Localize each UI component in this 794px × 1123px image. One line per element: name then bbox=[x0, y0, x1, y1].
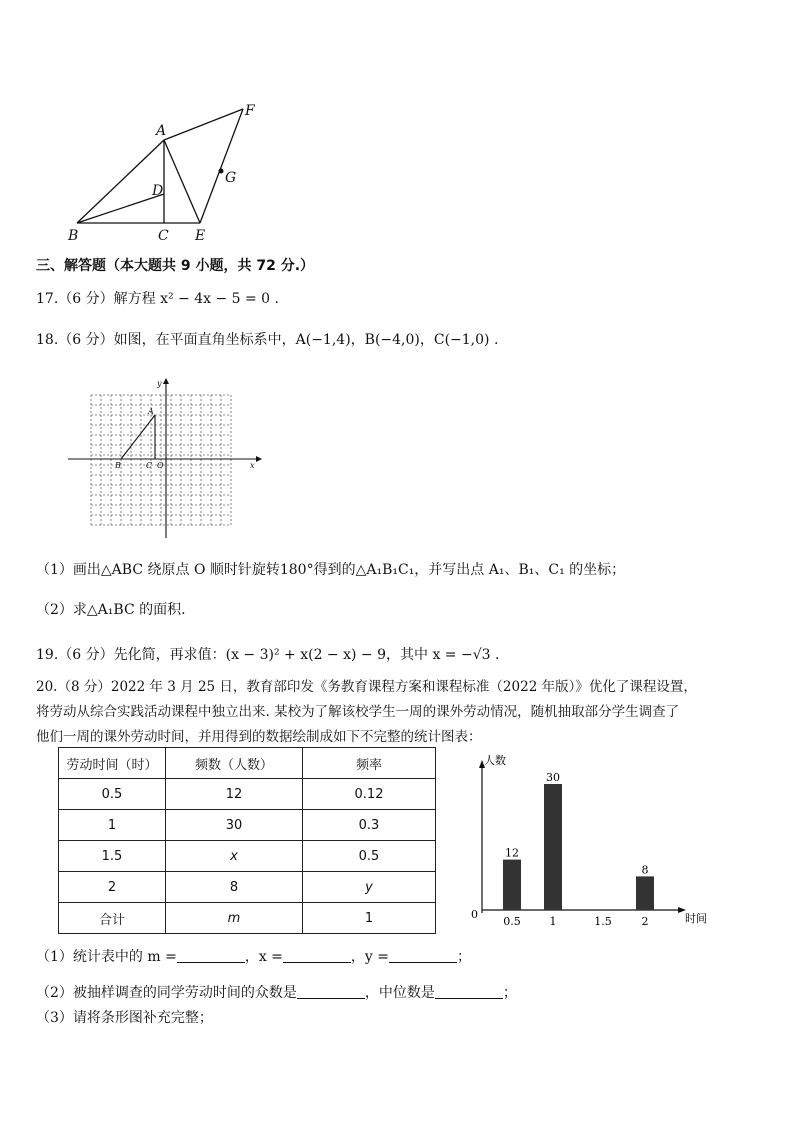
table-cell: 12 bbox=[166, 779, 303, 810]
table-cell: m bbox=[166, 903, 303, 934]
answer-blank-y[interactable] bbox=[389, 948, 457, 963]
bar bbox=[636, 876, 654, 910]
question-20-line1: 20.（8 分）2022 年 3 月 25 日，教育部印发《务教育课程方案和课程标准（2022 年版）》优化了课程设置， bbox=[36, 679, 697, 695]
answer-blank-median[interactable] bbox=[435, 984, 503, 999]
question-18-part2: （2）求△A₁BC 的面积. bbox=[36, 602, 186, 618]
table-cell: 0.12 bbox=[303, 779, 436, 810]
section-title: 三、解答题（本大题共 9 小题，共 72 分.） bbox=[36, 258, 315, 274]
segment-BA-grid bbox=[121, 415, 155, 459]
table-cell: 8 bbox=[166, 872, 303, 903]
table-cell: 1.5 bbox=[59, 841, 166, 872]
question-20-line3: 他们一周的课外劳动时间，并用得到的数据绘制成如下不完整的统计图表： bbox=[36, 729, 482, 745]
table-cell: 1 bbox=[303, 903, 436, 934]
answer-blank-x[interactable] bbox=[283, 948, 351, 963]
x-tick-label: 2 bbox=[641, 915, 649, 928]
grid-label-O: O bbox=[157, 461, 164, 470]
table-header: 频数（人数） bbox=[166, 748, 303, 779]
question-18: 18.（6 分）如图，在平面直角坐标系中，A(−1,4)，B(−4,0)，C(−1,0) . bbox=[36, 332, 499, 348]
table-cell: 0.3 bbox=[303, 810, 436, 841]
table-row bbox=[59, 903, 436, 934]
segment-AF bbox=[164, 109, 243, 140]
grid-label-B: B bbox=[115, 461, 121, 470]
label-F: F bbox=[245, 103, 255, 119]
question-20-sub1 bbox=[36, 947, 471, 967]
bar-data-label: 8 bbox=[641, 863, 649, 877]
sub1-text-end: ； bbox=[457, 949, 471, 965]
x-axis-arrow bbox=[256, 456, 262, 462]
table-cell: 0.5 bbox=[303, 841, 436, 872]
sub1-text-y: ，y = bbox=[350, 949, 389, 965]
table-row bbox=[59, 779, 436, 810]
table-row bbox=[59, 872, 436, 903]
grid-label-x: x bbox=[250, 461, 255, 470]
sub2-text-median: ，中位数是 bbox=[364, 985, 435, 1001]
geometry-figure bbox=[60, 95, 280, 245]
x-tick-label: 1.5 bbox=[594, 915, 612, 928]
label-B: B bbox=[68, 228, 79, 244]
chart-origin: 0 bbox=[471, 908, 478, 921]
label-C: C bbox=[158, 228, 169, 244]
question-18-part1: （1）画出△ABC 绕原点 O 顺时针旋转180°得到的△A₁B₁C₁，并写出点 A₁、B₁、C₁ 的坐标； bbox=[36, 562, 626, 578]
table-cell: x bbox=[166, 841, 303, 872]
label-A: A bbox=[156, 123, 167, 139]
grid-label-C: C bbox=[146, 461, 153, 470]
table-cell: y bbox=[303, 872, 436, 903]
grid-label-y: y bbox=[157, 379, 162, 388]
grid-label-A: A bbox=[148, 407, 154, 416]
table-cell: 2 bbox=[59, 872, 166, 903]
coordinate-grid bbox=[62, 378, 262, 540]
label-D: D bbox=[152, 183, 164, 199]
segment-EF bbox=[200, 109, 243, 223]
table-cell: 30 bbox=[166, 810, 303, 841]
label-E: E bbox=[195, 228, 206, 244]
answer-blank-m[interactable] bbox=[177, 948, 245, 963]
segment-BA bbox=[77, 140, 164, 223]
sub1-text-m: （1）统计表中的 m = bbox=[36, 949, 177, 965]
answer-blank-mode[interactable] bbox=[297, 984, 365, 999]
segment-AE bbox=[164, 140, 200, 223]
x-tick-label: 0.5 bbox=[503, 915, 521, 928]
table-row bbox=[59, 841, 436, 872]
table-cell: 合计 bbox=[59, 903, 166, 934]
y-axis-arrow bbox=[163, 378, 169, 384]
bar bbox=[544, 784, 562, 910]
table-header: 劳动时间（时） bbox=[59, 748, 166, 779]
point-G bbox=[219, 169, 224, 174]
bar-chart bbox=[462, 748, 722, 933]
table-header-row bbox=[59, 748, 436, 779]
question-20-sub3: （3）请将条形图补充完整； bbox=[36, 1010, 213, 1026]
question-20-line2: 将劳动从综合实践活动课程中独立出来. 某校为了解该校学生一周的课外劳动情况，随机抽取部分学生调查了 bbox=[36, 704, 680, 720]
sub1-text-x: ，x = bbox=[244, 949, 283, 965]
chart-xlabel: 时间 bbox=[685, 912, 707, 925]
sub2-text-end: ； bbox=[502, 985, 517, 1001]
x-tick-label: 1 bbox=[549, 915, 557, 928]
frequency-table bbox=[58, 747, 436, 934]
question-17: 17.（6 分）解方程 x² − 4x − 5 = 0 . bbox=[36, 291, 279, 307]
question-20-sub2 bbox=[36, 983, 517, 1003]
segment-BD bbox=[77, 194, 164, 223]
chart-ylabel: 人数 bbox=[484, 754, 506, 767]
table-cell: 1 bbox=[59, 810, 166, 841]
bar-data-label: 30 bbox=[546, 771, 560, 784]
bar-data-label: 12 bbox=[505, 846, 519, 860]
sub2-text-mode: （2）被抽样调查的同学劳动时间的众数是 bbox=[36, 985, 297, 1001]
question-19: 19.（6 分）先化简，再求值：(x − 3)² + x(2 − x) − 9，其中 x = −√3 . bbox=[36, 647, 500, 663]
bar bbox=[503, 860, 521, 910]
label-G: G bbox=[225, 170, 237, 186]
table-header: 频率 bbox=[303, 748, 436, 779]
table-row bbox=[59, 810, 436, 841]
table-cell: 0.5 bbox=[59, 779, 166, 810]
